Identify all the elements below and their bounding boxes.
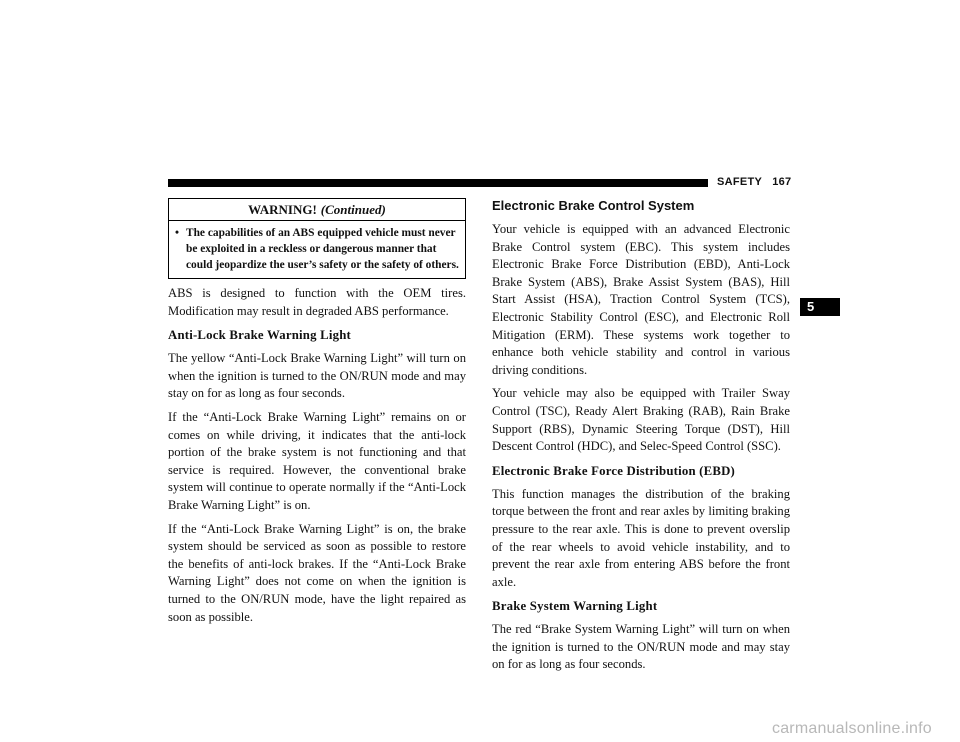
paragraph: Your vehicle may also be equipped with Trailer Sway Control (TSC), Ready Alert Braking (RAB), Rain Brake Support (RBS), Dynamic Steering Torque (DST), Hill Descent Control (HDC), and Selec-Speed Control (SSC). bbox=[492, 386, 790, 454]
section-title: SAFETY bbox=[717, 176, 763, 188]
section-heading: Anti-Lock Brake Warning Light bbox=[168, 328, 351, 343]
warning-continued: (Continued) bbox=[320, 202, 386, 217]
paragraph: If the “Anti-Lock Brake Warning Light” is on, the brake system should be serviced as soon as possible to restore the benefits of anti-lock brakes. If the “Anti-Lock Brake Warning Light” does not come on when the ignition is turned to the ON/RUN mode, have the light repaired as soon as possible. bbox=[168, 521, 466, 624]
section-heading: Electronic Brake Force Distribution (EBD) bbox=[492, 463, 736, 478]
main-heading: Electronic Brake Control System bbox=[492, 198, 695, 213]
section-heading: Brake System Warning Light bbox=[492, 599, 658, 614]
watermark: carmanualsonline.info bbox=[772, 720, 932, 737]
page-number: 167 bbox=[772, 176, 792, 188]
paragraph: ABS is designed to function with the OEM tires. Modification may result in degraded ABS performance. bbox=[168, 286, 466, 318]
paragraph: If the “Anti-Lock Brake Warning Light” remains on or comes on while driving, it indicates that the anti-lock portion of the brake system is not functioning and that service is required. However, the conventional brake system will continue to operate normally if the “Anti-Lock Brake Warning Light” is on. bbox=[168, 409, 466, 512]
left-column bbox=[168, 198, 466, 632]
paragraph: The yellow “Anti-Lock Brake Warning Light” will turn on when the ignition is turned to the ON/RUN mode and may stay on for as long as four seconds. bbox=[168, 351, 466, 401]
warning-text: The capabilities of an ABS equipped vehicle must never be exploited in a reckless or dangerous manner that could jeopardize the user’s safety or the safety of others. bbox=[186, 227, 459, 271]
right-column bbox=[492, 198, 790, 680]
warning-box bbox=[168, 198, 466, 279]
paragraph: Your vehicle is equipped with an advanced Electronic Brake Control system (EBC). This system includes Electronic Brake Force Distribution (EBD), Anti-Lock Brake System (ABS), Brake Assist System (BAS), Hill Start Assist (HSA), Traction Control System (TCS), Electronic Stability Control (ESC), and Electronic Roll Mitigation (ERM). These systems work together to enhance both vehicle stability and control in various driving conditions. bbox=[492, 222, 790, 377]
bullet-icon: • bbox=[175, 227, 179, 239]
warning-body bbox=[169, 221, 465, 278]
warning-title: WARNING! bbox=[248, 202, 317, 217]
running-header bbox=[717, 176, 791, 188]
header-rule bbox=[168, 179, 708, 187]
chapter-tab: 5 bbox=[800, 298, 840, 316]
paragraph: The red “Brake System Warning Light” will turn on when the ignition is turned to the ON/RUN mode and may stay on for as long as four seconds. bbox=[492, 622, 790, 672]
warning-header bbox=[169, 199, 465, 221]
paragraph: This function manages the distribution of the braking torque between the front and rear axles by limiting braking pressure to the rear axle. This is done to prevent overslip of the rear wheels to avoid vehicle instability, and to prevent the rear axle from entering ABS before the front axle. bbox=[492, 486, 790, 589]
